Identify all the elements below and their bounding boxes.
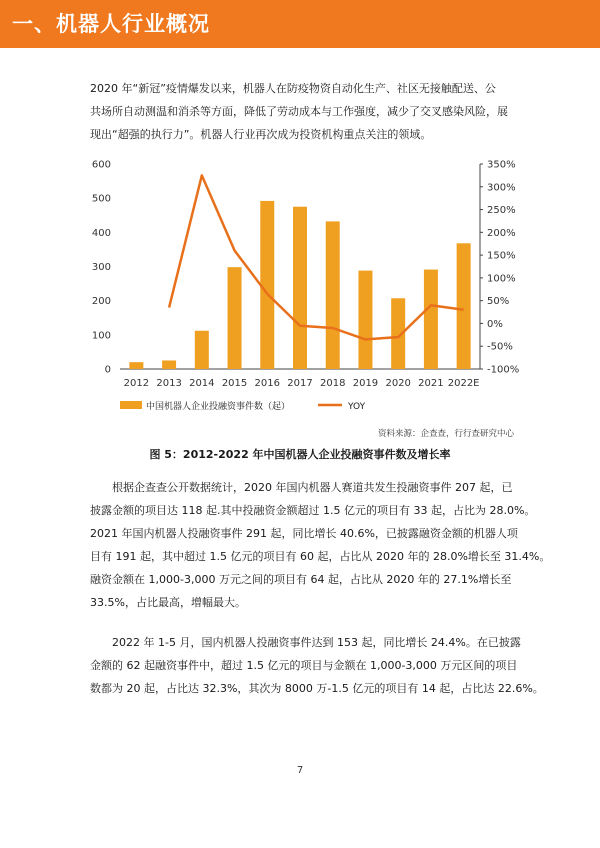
bar <box>195 331 209 369</box>
text-line: 33.5%，占比最高，增幅最大。 <box>90 596 246 609</box>
text-line: 融资金额在 1,000-3,000 万元之间的项目有 64 起，占比从 2020 年的 27.1%增长至 <box>90 573 512 586</box>
text-line: 2022 年 1-5 月，国内机器人投融资事件达到 153 起，同比增长 24.4%。在已披露 <box>90 636 521 649</box>
right-tick-label: -50% <box>487 341 513 353</box>
left-tick-label: 200 <box>91 296 111 308</box>
text-line: 数都为 20 起，占比达 32.3%，其次为 8000 万-1.5 亿元的项目有 14 起，占比达 22.6%。 <box>90 682 544 695</box>
bar <box>260 201 274 369</box>
figure-caption: 图 5：2012-2022 年中国机器人企业投融资事件数及增长率 <box>149 448 451 461</box>
text-line: 披露金额的项目达 118 起.其中投融资金额超过 1.5 亿元的项目有 33 起，占比为 28.0%。 <box>90 504 536 517</box>
x-tick-label: 2013 <box>156 378 182 389</box>
x-tick-label: 2018 <box>320 378 346 389</box>
right-tick-label: 200% <box>487 227 516 239</box>
left-tick-label: 600 <box>91 159 111 171</box>
x-tick-label: 2022E <box>447 378 480 389</box>
left-tick-label: 300 <box>91 262 111 273</box>
right-tick-label: 100% <box>487 273 516 285</box>
section-title: 一、机器人行业概况 <box>12 12 210 36</box>
x-tick-label: 2021 <box>418 378 444 389</box>
left-tick-label: 500 <box>91 193 111 205</box>
bar <box>293 207 307 369</box>
text-line: 根据企查查公开数据统计，2020 年国内机器人赛道共发生投融资事件 207 起，已 <box>90 481 513 494</box>
bar <box>424 270 438 369</box>
analysis-paragraph-2020-2021 <box>90 476 551 614</box>
text-line: 金额的 62 起融资事件中，超过 1.5 亿元的项目与金额在 1,000-3,000 万元区间的项目 <box>90 659 518 672</box>
right-tick-label: 300% <box>487 182 516 194</box>
right-tick-label: 250% <box>487 205 516 217</box>
text-line: 共场所自动测温和消杀等方面，降低了劳动成本与工作强度，减少了交叉感染风险，展 <box>90 105 508 118</box>
text-line: 2020 年“新冠”疫情爆发以来，机器人在防疫物资自动化生产、社区无接触配送、公 <box>90 82 496 95</box>
right-tick-label: 350% <box>487 159 516 171</box>
bar <box>228 267 242 369</box>
yoy-line <box>169 175 464 339</box>
investment-chart <box>80 156 540 426</box>
x-tick-label: 2019 <box>352 378 379 389</box>
left-tick-label: 0 <box>104 364 111 376</box>
left-tick-label: 400 <box>91 227 111 239</box>
bar <box>326 221 340 369</box>
text-line: 现出“超强的执行力”。机器人行业再次成为投资机构重点关注的领域。 <box>90 128 432 141</box>
right-tick-label: 150% <box>487 250 516 262</box>
page-number: 7 <box>296 765 304 776</box>
bar <box>358 271 372 369</box>
header-band <box>0 0 600 48</box>
x-tick-label: 2012 <box>123 378 150 389</box>
legend-label-line: YOY <box>348 402 366 412</box>
left-tick-label: 100 <box>91 330 111 342</box>
x-tick-label: 2014 <box>189 378 215 389</box>
x-tick-label: 2016 <box>254 378 280 389</box>
legend-swatch-bar <box>120 401 142 409</box>
chart-source: 资料来源：企查查，行行查研究中心 <box>377 429 514 439</box>
legend-label-bar: 中国机器人企业投融资事件数（起） <box>146 402 291 412</box>
bar <box>129 362 143 369</box>
x-tick-label: 2020 <box>385 378 411 389</box>
right-tick-label: 0% <box>487 318 503 330</box>
x-tick-label: 2015 <box>221 378 248 389</box>
intro-paragraph <box>90 77 514 146</box>
x-tick-label: 2017 <box>287 378 313 389</box>
right-tick-label: -100% <box>487 364 520 376</box>
bar <box>162 360 176 369</box>
bar <box>457 243 471 369</box>
analysis-paragraph-2022 <box>90 631 544 700</box>
text-line: 2021 年国内机器人投融资事件 291 起，同比增长 40.6%，已披露融资金额的机器人项 <box>90 527 518 540</box>
text-line: 目有 191 起，其中超过 1.5 亿元的项目有 60 起，占比从 2020 年的 28.0%增长至 31.4%。 <box>90 550 551 563</box>
right-tick-label: 50% <box>487 296 510 308</box>
